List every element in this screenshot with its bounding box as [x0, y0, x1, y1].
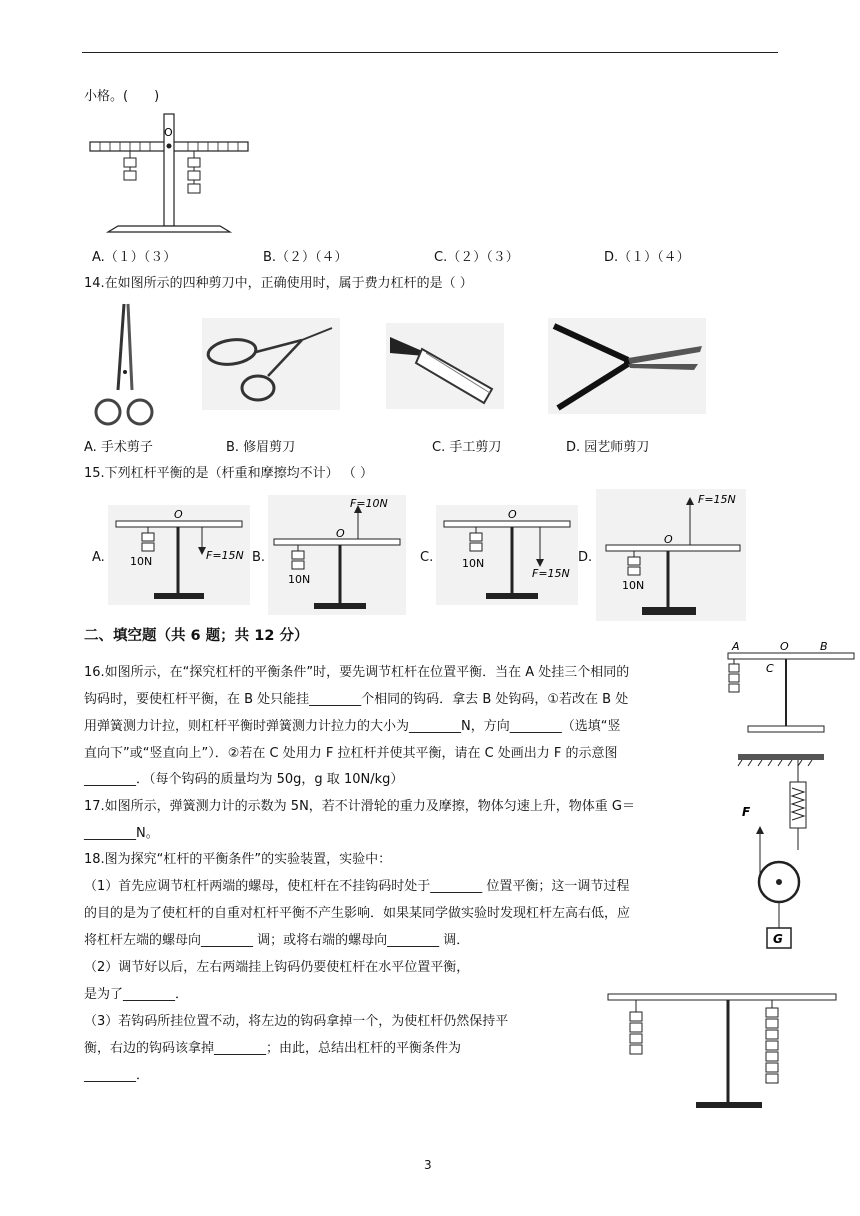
q13-fig-o: O	[164, 126, 173, 139]
q15d-weight: 10N	[622, 579, 645, 592]
garden-shears-image	[548, 318, 706, 414]
q18-line-8: 衡，右边的钩码该拿掉________；由此，总结出杠杆的平衡条件为	[84, 1041, 462, 1056]
q18-lever-figure	[606, 990, 840, 1112]
q18-line-5: （2）调节好以后，左右两端挂上钩码仍要使杠杆在水平位置平衡，	[84, 960, 470, 975]
page-number: 3	[424, 1158, 432, 1172]
q18-line-1: 18.图为探究“杠杆的平衡条件”的实验装置，实验中：	[84, 852, 392, 867]
q13-option-a[interactable]: A.（１）（３）	[92, 250, 177, 265]
q16-fig-b: B	[820, 640, 828, 653]
eyebrow-scissors-image	[202, 318, 340, 410]
q15a-o: O	[174, 508, 183, 521]
q16-line-4: 直向下”或“竖直向上”）．②若在 C 处用力 F 拉杠杆并使其平衡，请在 C 处画出力 F 的示意图	[84, 746, 618, 761]
q15d-o: O	[664, 533, 673, 546]
q17-pulley-figure	[734, 752, 830, 952]
q15d-force: F=15N	[698, 493, 736, 506]
q15c-o: O	[508, 508, 517, 521]
q13-line-tail: 小格。( )	[84, 89, 160, 104]
header-rule	[82, 52, 778, 53]
q15-figure-b	[268, 495, 406, 615]
q18-line-2: （1）首先应调节杠杆两端的螺母，使杠杆在不挂钩码时处于________ 位置平衡；这一调节过程	[84, 879, 630, 894]
q16-line-3: 用弹簧测力计拉，则杠杆平衡时弹簧测力计拉力的大小为________N，方向________（选填“竖	[84, 719, 621, 734]
q15-option-a[interactable]: A.	[92, 550, 105, 565]
q17-line-2: ________N。	[84, 826, 159, 841]
q14-option-b[interactable]: B. 修眉剪刀	[226, 440, 296, 455]
q18-line-4: 将杠杆左端的螺母向________ 调；或将右端的螺母向________ 调．	[84, 933, 470, 948]
q16-line-5: ________．（每个钩码的质量均为 50g，g 取 10N/kg）	[84, 772, 404, 787]
q15c-force: F=15N	[532, 567, 570, 580]
q18-line-6: 是为了________．	[84, 987, 189, 1002]
surgical-scissors-image	[88, 300, 158, 430]
q13-lever-figure	[84, 108, 254, 236]
q15-figure-d	[596, 489, 746, 621]
q17-fig-f: F	[742, 805, 751, 819]
q15b-o: O	[336, 527, 345, 540]
q16-lever-figure	[724, 638, 858, 738]
q15-figure-a	[108, 505, 250, 605]
q14-option-c[interactable]: C. 手工剪刀	[432, 440, 502, 455]
q14-option-d[interactable]: D. 园艺师剪刀	[566, 440, 650, 455]
q13-option-d[interactable]: D.（１）（４）	[604, 250, 690, 265]
q16-line-2: 钩码时，要使杠杆平衡，在 B 处只能挂________个相同的钩码．拿去 B 处钩码，①若改在 B 处	[84, 692, 629, 707]
q16-fig-a: A	[732, 640, 740, 653]
q17-fig-g: G	[773, 932, 783, 946]
craft-scissors-image	[386, 323, 504, 409]
section2-title: 二、填空题（共 6 题；共 12 分）	[84, 628, 309, 644]
q15-figure-c	[436, 505, 578, 605]
q13-option-b[interactable]: B.（２）（４）	[263, 250, 348, 265]
q17-line-1: 17.如图所示，弹簧测力计的示数为 5N，若不计滑轮的重力及摩擦，物体匀速上升，物体重 G＝	[84, 799, 636, 814]
q15-option-b[interactable]: B.	[252, 550, 266, 565]
q15-option-d[interactable]: D.	[578, 550, 593, 565]
q18-line-3: 的目的是为了使杠杆的自重对杠杆平衡不产生影响．如果某同学做实验时发现杠杆左高右低，应	[84, 906, 631, 921]
q18-line-9: ________．	[84, 1068, 150, 1083]
q15-stem: 15.下列杠杆平衡的是（杆重和摩擦均不计） （ ）	[84, 466, 373, 481]
q15a-force: F=15N	[206, 549, 244, 562]
q16-line-1: 16.如图所示，在“探究杠杆的平衡条件”时，要先调节杠杆在位置平衡．当在 A 处挂三个相同的	[84, 665, 630, 680]
q18-line-7: （3）若钩码所挂位置不动，将左边的钩码拿掉一个，为使杠杆仍然保持平	[84, 1014, 509, 1029]
q15b-weight: 10N	[288, 573, 311, 586]
q14-stem: 14.在如图所示的四种剪刀中，正确使用时，属于费力杠杆的是（ ）	[84, 276, 473, 291]
q15b-force: F=10N	[350, 497, 388, 510]
q16-fig-o: O	[780, 640, 789, 653]
q15a-weight: 10N	[130, 555, 153, 568]
q16-fig-c: C	[766, 662, 774, 675]
q13-option-c[interactable]: C.（２）（３）	[434, 250, 519, 265]
q14-option-a[interactable]: A. 手术剪子	[84, 440, 153, 455]
q15-option-c[interactable]: C.	[420, 550, 434, 565]
q15c-weight: 10N	[462, 557, 485, 570]
